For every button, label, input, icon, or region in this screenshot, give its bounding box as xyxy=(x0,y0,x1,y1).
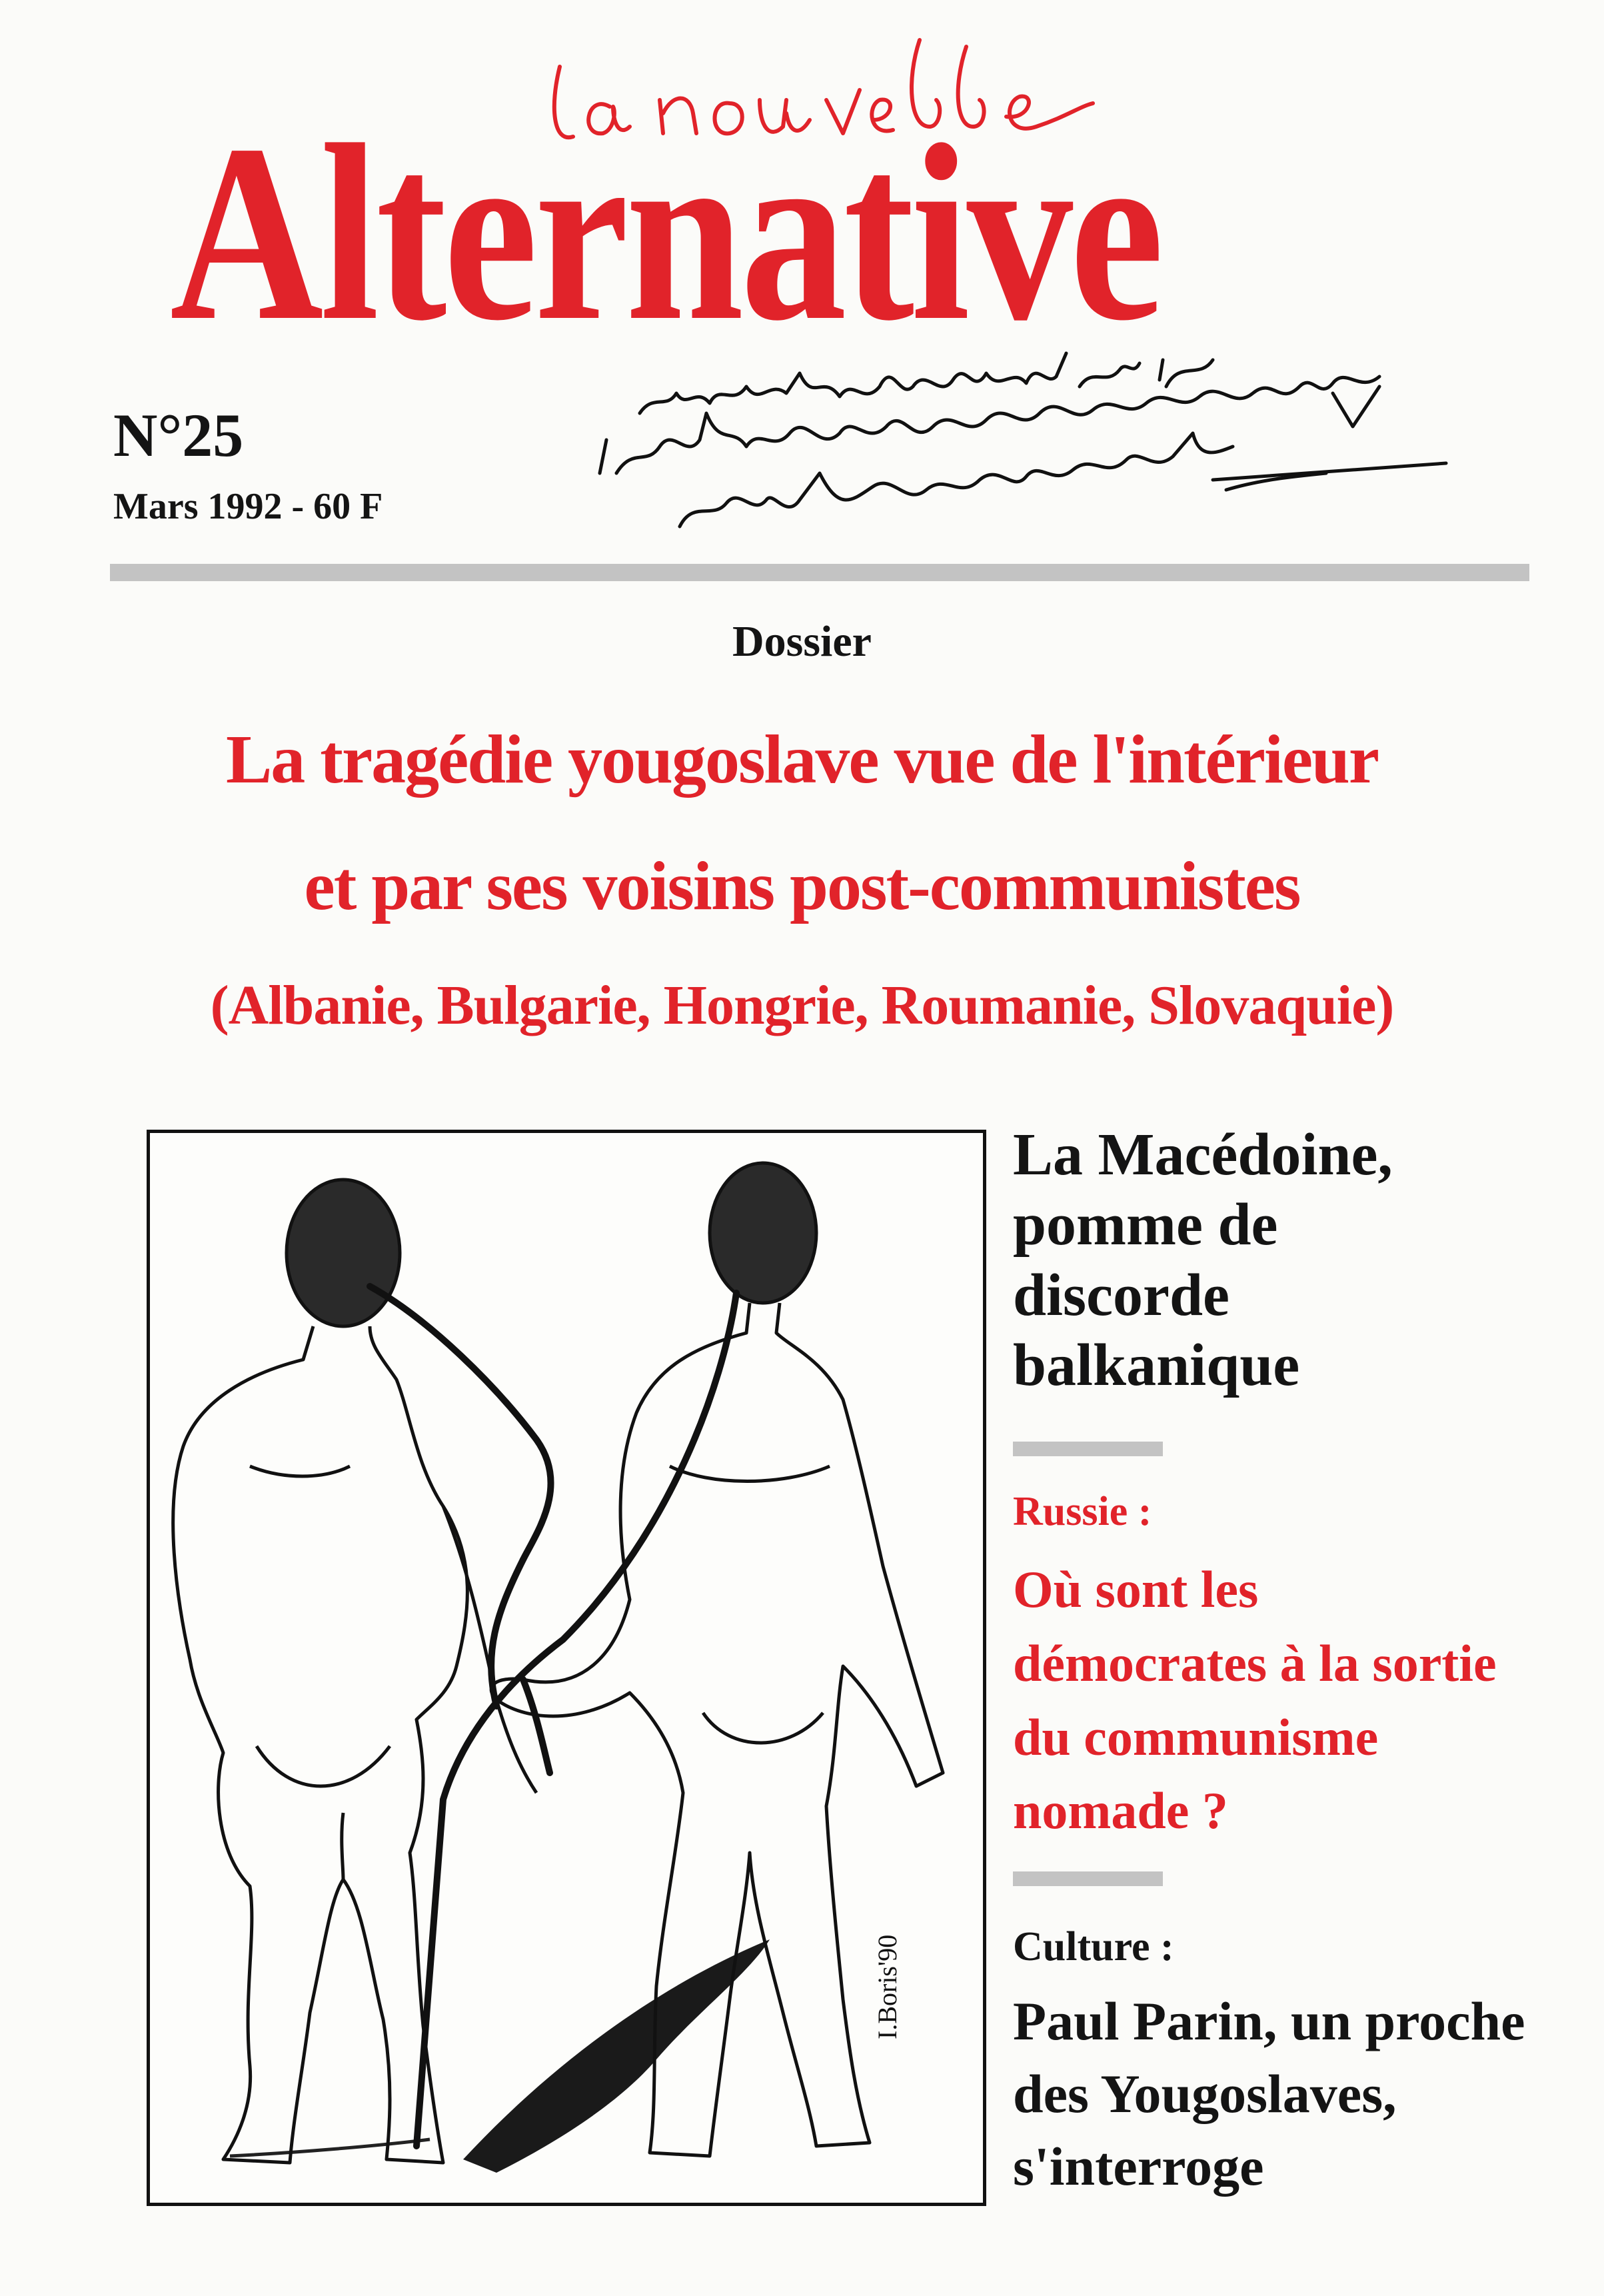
two-bound-figures-drawing xyxy=(150,1133,983,2203)
issue-date-price: Mars 1992 - 60 F xyxy=(113,486,383,527)
cover-illustration xyxy=(147,1130,986,2206)
russie-label: Russie : xyxy=(1013,1489,1152,1534)
handwritten-tagline xyxy=(560,347,1493,540)
dossier-label: Dossier xyxy=(732,617,872,666)
russie-line-3: du communisme xyxy=(1013,1708,1379,1766)
macedoine-line-4: balkanique xyxy=(1013,1332,1300,1398)
separator-2 xyxy=(1013,1871,1163,1886)
top-rule xyxy=(110,564,1529,581)
dossier-headline-line2: et par ses voisins post-communistes xyxy=(304,848,1300,924)
dossier-countries: (Albanie, Bulgarie, Hongrie, Roumanie, Slovaquie) xyxy=(210,974,1394,1036)
culture-label: Culture : xyxy=(1013,1924,1174,1969)
russie-line-1: Où sont les xyxy=(1013,1560,1259,1618)
culture-line-1: Paul Parin, un proche xyxy=(1013,1991,1525,2051)
artist-signature: I.Boris'90 xyxy=(872,1934,902,2039)
dossier-headline-line1: La tragédie yougoslave vue de l'intérieur xyxy=(225,721,1379,798)
culture-line-2: des Yougoslaves, xyxy=(1013,2063,1397,2125)
macedoine-line-3: discorde xyxy=(1013,1262,1229,1328)
macedoine-line-1: La Macédoine, xyxy=(1013,1122,1393,1188)
macedoine-teaser xyxy=(1013,1120,1393,1400)
russie-teaser xyxy=(1013,1553,1497,1848)
russie-line-4: nomade ? xyxy=(1013,1781,1228,1840)
russie-line-2: démocrates à la sortie xyxy=(1013,1634,1497,1692)
culture-teaser xyxy=(1013,1985,1525,2203)
separator-1 xyxy=(1013,1442,1163,1456)
culture-line-3: s'interroge xyxy=(1013,2136,1264,2197)
masthead-title: Alternative xyxy=(170,93,1161,373)
issue-number: N°25 xyxy=(113,401,244,469)
macedoine-line-2: pomme de xyxy=(1013,1192,1278,1258)
